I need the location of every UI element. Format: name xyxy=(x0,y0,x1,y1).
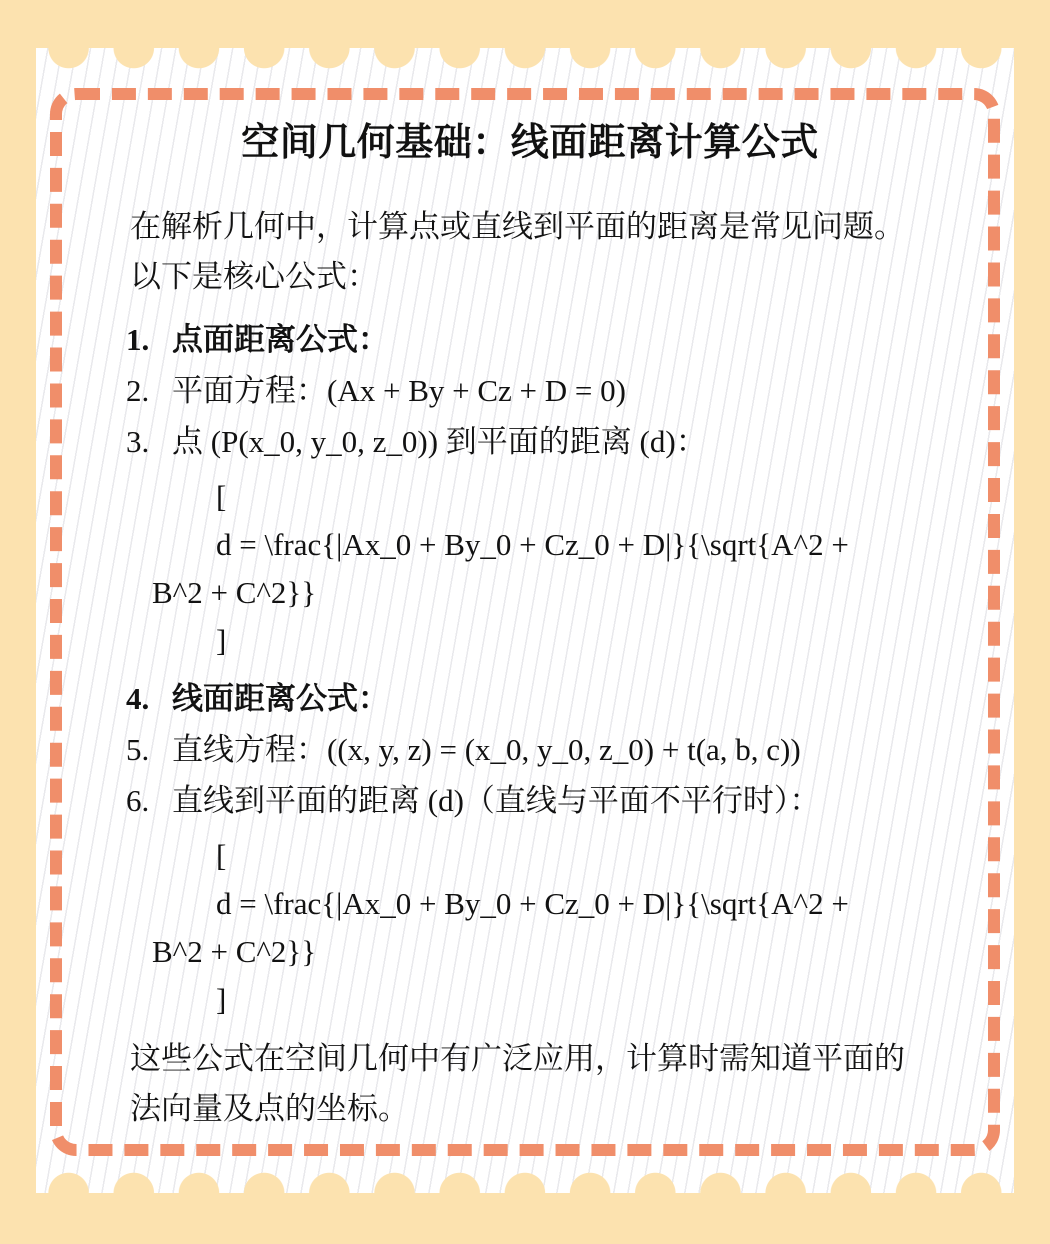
list-item xyxy=(124,316,936,365)
formula-close-bracket: ] xyxy=(216,982,227,1018)
formula-latex-line-1: d = \frac{|Ax_0 + By_0 + Cz_0 + D|}{\sqrt{A^2 + xyxy=(216,885,849,921)
formula-latex-line-2: B^2 + C^2}} xyxy=(152,574,317,610)
card-content xyxy=(36,48,1014,1193)
formula-close-bracket: ] xyxy=(216,622,227,658)
list-item-number: 1. xyxy=(126,321,150,357)
formula-block-line-to-plane xyxy=(124,832,936,1024)
list-item-label: 平面方程：(Ax + By + Cz + D = 0) xyxy=(172,372,626,408)
formula-latex-line-1: d = \frac{|Ax_0 + By_0 + Cz_0 + D|}{\sqrt{A^2 + xyxy=(216,526,849,562)
formula-list-part-two xyxy=(124,675,936,826)
list-item-label: 点面距离公式： xyxy=(172,321,389,357)
formula-list-part-one xyxy=(124,316,936,467)
list-item-number: 2. xyxy=(126,372,150,408)
list-item-number: 3. xyxy=(126,423,150,459)
intro-paragraph: 在解析几何中，计算点或直线到平面的距离是常见问题。以下是核心公式： xyxy=(130,208,905,294)
formula-latex-line-2: B^2 + C^2}} xyxy=(152,934,317,970)
list-item-label: 直线方程：((x, y, z) = (x_0, y_0, z_0) + t(a, b, c)) xyxy=(172,732,801,767)
list-item xyxy=(124,418,936,467)
page-title: 空间几何基础：线面距离计算公式 xyxy=(241,122,819,164)
formula-latex-source xyxy=(124,521,936,617)
formula-open-bracket: [ xyxy=(216,478,227,514)
list-item-number: 4. xyxy=(126,681,150,717)
formula-block-point-to-plane xyxy=(124,473,936,665)
list-item xyxy=(124,726,936,775)
list-item-label: 点 (P(x_0, y_0, z_0)) 到平面的距离 (d)： xyxy=(172,423,707,459)
list-item xyxy=(124,777,936,826)
list-item-number: 6. xyxy=(126,782,150,818)
list-item-label: 直线到平面的距离 (d)（直线与平面不平行时）： xyxy=(172,782,821,818)
formula-latex-source xyxy=(124,880,936,976)
outro-paragraph: 这些公式在空间几何中有广泛应用，计算时需知道平面的法向量及点的坐标。 xyxy=(130,1041,905,1127)
list-item xyxy=(124,675,936,724)
list-item xyxy=(124,367,936,416)
list-item-label: 线面距离公式： xyxy=(172,681,389,717)
list-item-number: 5. xyxy=(126,732,150,767)
formula-open-bracket: [ xyxy=(216,837,227,873)
